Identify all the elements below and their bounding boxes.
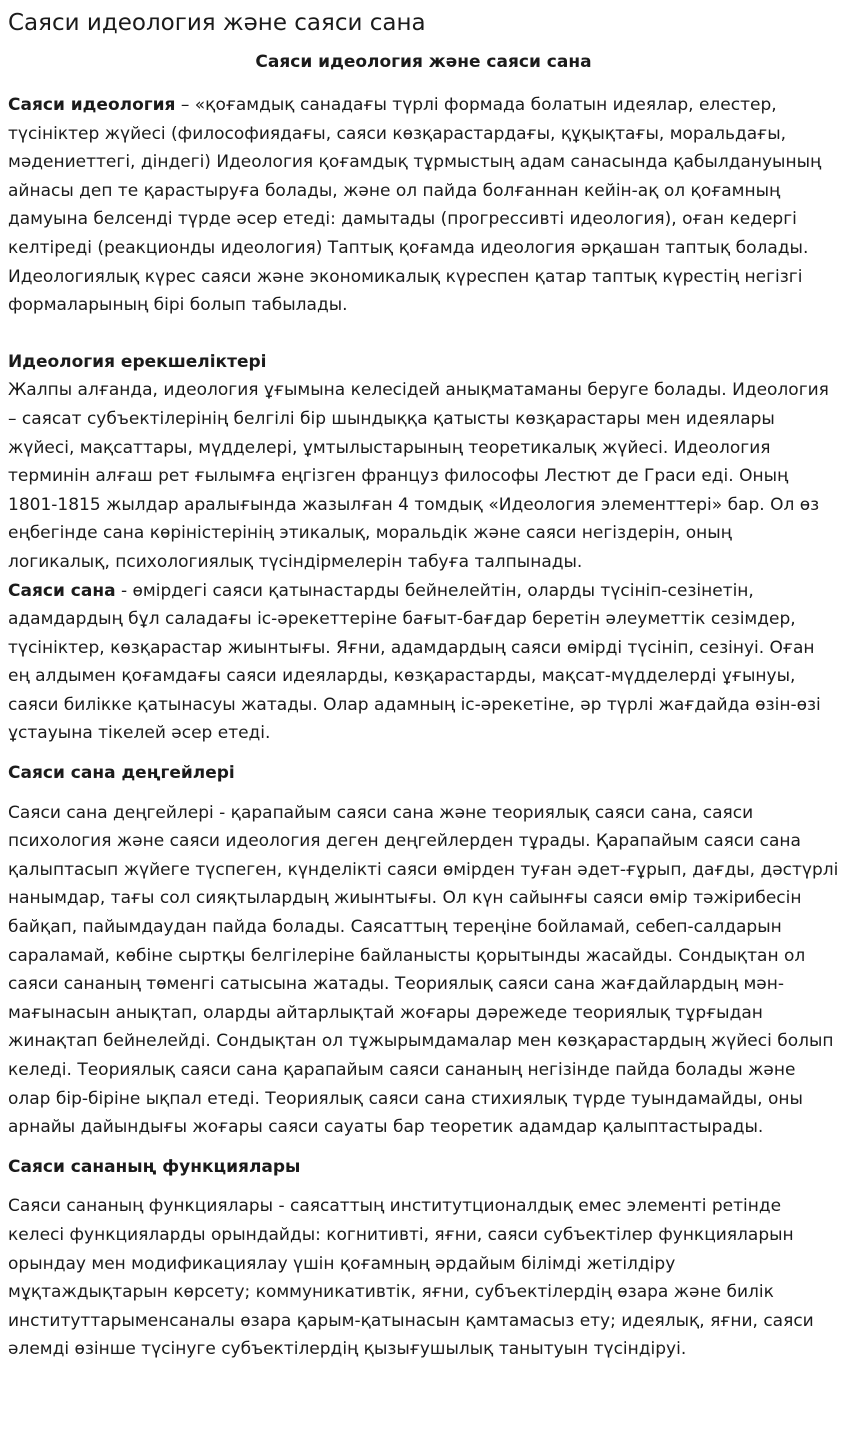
intro-term: Саяси идеология [8,95,176,115]
functions-paragraph: Саяси сананың функциялары - саясаттың институтционалдық емес элементі ретінде келесі функцияларды орындайды: когнитивті, яғни, саяси субъектілер функцияларын орындау мен модификациялау үшін қоғамның әрдайым білімді жетілдіру мұқтаждықтарын көрсету; коммуникативтік, яғни, субъектілердің өзара және билік институттарыменсаналы өзара қарым-қатынасын қамтамасыз ету; идеялық, яғни, саяси әлемді өзінше түсінуге субъектілердің қызығушылық танытуын түсіндіруі. [8,1196,814,1360]
intro-paragraph [8,91,839,320]
functions-heading: Саяси сананың функциялары [8,1156,301,1177]
levels-paragraph: Саяси сана деңгейлері - қарапайым саяси сана және теориялық саяси сана, саяси психология және саяси идеология деген деңгейлерден тұрады. Қарапайым саяси сана қалыптасып жүйеге түспеген, күнделікті саяси өмірден туған әдет-ғұрып, дағды, дәстүрлі нанымдар, тағы сол сияқтылардың жиынтығы. Ол күн сайынғы саяси өмір тәжірибесін байқап, пайымдаудан пайда болады. Саясаттың тереңіне бойламай, себеп-салдарын сараламай, көбіне сыртқы белгілеріне байланысты қорытынды жасайды. Сондықтан ол саяси сананың төменгі сатысына жатады. Теориялық саяси сана жағдайлардың мән-мағынасын анықтап, оларды айтарлықтай жоғары дәрежеде теориялық тұрғыдан жинақтап бейнелейді. Сондықтан ол тұжырымдамалар мен көзқарастардың жүйесі болып келеді. Теориялық саяси сана қарапайым саяси сананың негізінде пайда болады және олар бір-біріне ықпал етеді. Теориялық саяси сана стихиялық түрде туындамайды, оны арнайы дайындығы жоғары саяси сауаты бар теоретик адамдар қалыптастырады. [8,802,839,1138]
intro-text: – «қоғамдық санадағы түрлі формада болатын идеялар, елестер, түсініктер жүйесі (философиядағы, саяси көзқарастардағы, құқықтағы, моральдағы, мәдениеттегі, діндегі) Идеология қоғамдық тұрмыстың адам санасында қабылдануының айнасы деп те қарастыруға болады, және ол пайда болғаннан кейін-ақ ол қоғамның дамуына белсенді түрде әсер етеді: дамытады (прогрессивті идеология), оған кедергі келтіреді (реакционды идеология) Таптық қоғамда идеология әрқашан таптық болады. Идеологиялық күрес саяси және экономикалық күреспен қатар таптық күрестің негізгі формаларының бірі болып табылады. [8,95,822,316]
consciousness-term: Саяси сана [8,580,116,601]
features-heading: Идеология ерекшеліктері [8,351,267,372]
features-paragraph: Жалпы алғанда, идеология ұғымына келесідей анықматаманы беруге болады. Идеология – саясат субъектілерінің белгілі бір шындыққа қатысты көзқарастары мен идеялары жүйесі, мақсаттары, мүдделері, ұмтылыстарының теоретикалық жүйесі. Идеология терминін алғаш рет ғылымға еңгізген француз философы Лестют де Граси еді. Оның 1801-1815 жылдар аралығында жазылған 4 томдық «Идеология элементтері» бар. Ол өз еңбегінде сана көріністерінің этикалық, моральдік және саяси негіздерін, оның логикалық, психологиялық түсіндірмелерін табуға талпынады. [8,380,829,572]
levels-heading: Саяси сана деңгейлері [8,763,235,784]
consciousness-paragraph [8,577,839,749]
page-title: Саяси идеология және саяси сана [8,10,426,36]
article-heading: Саяси идеология және саяси сана [255,52,592,72]
consciousness-text: - өмірдегі саяси қатынастарды бейнелейтін, оларды түсініп-сезінетін, адамдардың бұл саладағы іс-әрекеттеріне бағыт-бағдар беретін әлеуметтік сезімдер, түсініктер, көзқарастар жиынтығы. Яғни, адамдардың саяси өмірді түсініп, сезінуі. Оған ең алдымен қоғамдағы саяси идеяларды, көзқарастарды, мақсат-мүдделерді ұғынуы, саяси билікке қатынасуы жатады. Олар адамның іс-әрекетіне, әр түрлі жағдайда өзін-өзі ұстауына тікелей әсер етеді. [8,580,821,744]
